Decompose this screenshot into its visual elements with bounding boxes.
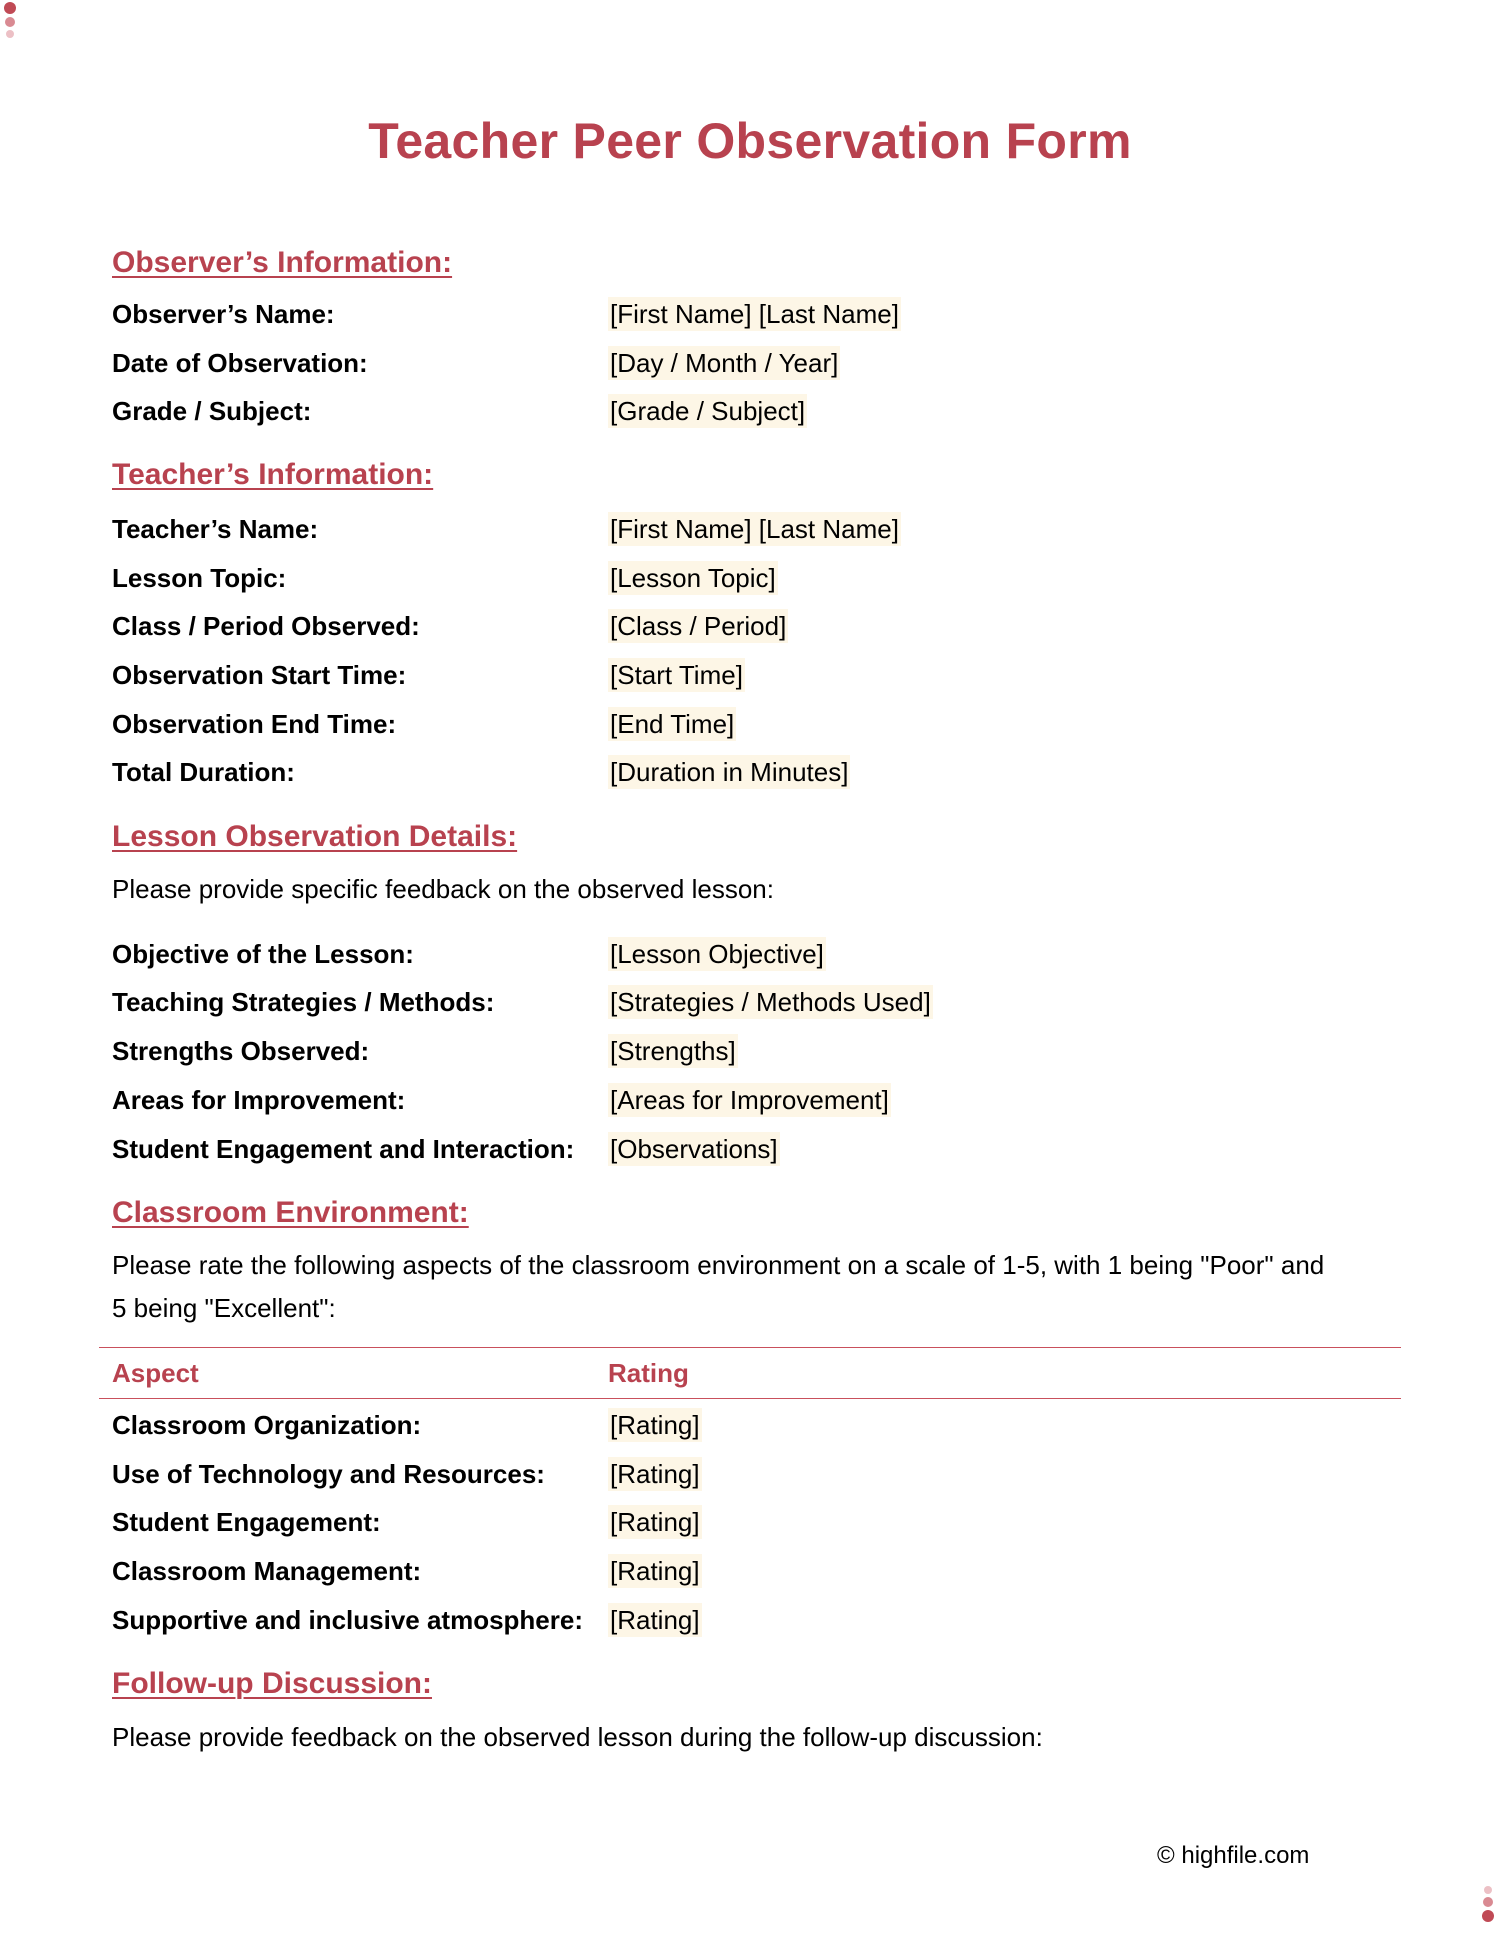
lesson-details-intro: Please provide specific feedback on the observed lesson: — [112, 874, 774, 904]
start-time-row — [112, 655, 1402, 695]
decorative-dots-icon — [1480, 1886, 1496, 1925]
teacher-info-heading: Teacher’s Information: — [112, 458, 434, 491]
teaching-strategies-field[interactable]: [Strategies / Methods Used] — [610, 987, 931, 1017]
aspect-label: Student Engagement: — [112, 1507, 381, 1537]
observation-date-field[interactable]: [Day / Month / Year] — [610, 348, 839, 378]
lesson-topic-field[interactable]: [Lesson Topic] — [610, 563, 776, 593]
teacher-name-field[interactable]: [First Name] [Last Name] — [610, 514, 899, 544]
student-engagement-row — [112, 1129, 1402, 1169]
class-period-row — [112, 606, 1402, 646]
field-label: Teacher’s Name: — [112, 514, 319, 544]
field-label: Lesson Topic: — [112, 563, 287, 593]
student-engagement-field[interactable]: [Observations] — [610, 1134, 778, 1164]
field-label: Student Engagement and Interaction: — [112, 1134, 575, 1164]
rating-field[interactable]: [Rating] — [610, 1507, 700, 1537]
class-period-field[interactable]: [Class / Period] — [610, 611, 787, 641]
observer-name-field[interactable]: [First Name] [Last Name] — [610, 299, 899, 329]
field-label: Areas for Improvement: — [112, 1085, 406, 1115]
field-label: Class / Period Observed: — [112, 611, 420, 641]
teacher-name-row — [112, 509, 1402, 549]
lesson-topic-row — [112, 558, 1402, 598]
rating-column-header: Rating — [608, 1358, 689, 1388]
rating-field[interactable]: [Rating] — [610, 1605, 700, 1635]
table-row — [112, 1502, 1402, 1542]
field-label: Observer’s Name: — [112, 299, 335, 329]
areas-improvement-row — [112, 1080, 1402, 1120]
aspect-label: Supportive and inclusive atmosphere: — [112, 1605, 583, 1635]
table-row — [112, 1405, 1402, 1445]
lesson-objective-field[interactable]: [Lesson Objective] — [610, 939, 824, 969]
total-duration-row — [112, 752, 1402, 792]
aspect-column-header: Aspect — [112, 1358, 199, 1388]
field-label: Date of Observation: — [112, 348, 368, 378]
strengths-row — [112, 1031, 1402, 1071]
field-label: Strengths Observed: — [112, 1036, 370, 1066]
table-row — [112, 1454, 1402, 1494]
field-label: Grade / Subject: — [112, 396, 312, 426]
rating-field[interactable]: [Rating] — [610, 1556, 700, 1586]
total-duration-field[interactable]: [Duration in Minutes] — [610, 757, 849, 787]
field-label: Total Duration: — [112, 757, 295, 787]
decorative-dots-icon — [2, 2, 18, 41]
followup-heading: Follow-up Discussion: — [112, 1667, 432, 1700]
table-row — [112, 1551, 1402, 1591]
grade-subject-row — [112, 391, 1402, 431]
observer-info-heading: Observer’s Information: — [112, 246, 453, 279]
field-label: Objective of the Lesson: — [112, 939, 414, 969]
lesson-details-heading: Lesson Observation Details: — [112, 820, 518, 853]
lesson-objective-row — [112, 934, 1402, 974]
start-time-field[interactable]: [Start Time] — [610, 660, 743, 690]
environment-intro-line2: 5 being "Excellent": — [112, 1293, 336, 1323]
followup-intro: Please provide feedback on the observed lesson during the follow-up discussion: — [112, 1722, 1043, 1752]
rating-table-header — [99, 1347, 1401, 1399]
strengths-field[interactable]: [Strengths] — [610, 1036, 736, 1066]
classroom-environment-heading: Classroom Environment: — [112, 1196, 469, 1229]
end-time-field[interactable]: [End Time] — [610, 709, 735, 739]
table-row — [112, 1600, 1402, 1640]
observer-name-row — [112, 294, 1402, 334]
environment-intro-line1: Please rate the following aspects of the classroom environment on a scale of 1-5, with 1 being "Poor" and — [112, 1250, 1325, 1280]
aspect-label: Classroom Organization: — [112, 1410, 422, 1440]
footer-copyright: © highfile.com — [1157, 1842, 1310, 1869]
grade-subject-field[interactable]: [Grade / Subject] — [610, 396, 806, 426]
rating-field[interactable]: [Rating] — [610, 1410, 700, 1440]
field-label: Teaching Strategies / Methods: — [112, 987, 495, 1017]
field-label: Observation End Time: — [112, 709, 397, 739]
aspect-label: Classroom Management: — [112, 1556, 422, 1586]
observation-date-row — [112, 343, 1402, 383]
teaching-strategies-row — [112, 982, 1402, 1022]
aspect-label: Use of Technology and Resources: — [112, 1459, 545, 1489]
page-title: Teacher Peer Observation Form — [368, 113, 1132, 169]
areas-improvement-field[interactable]: [Areas for Improvement] — [610, 1085, 889, 1115]
field-label: Observation Start Time: — [112, 660, 407, 690]
end-time-row — [112, 704, 1402, 744]
rating-field[interactable]: [Rating] — [610, 1459, 700, 1489]
